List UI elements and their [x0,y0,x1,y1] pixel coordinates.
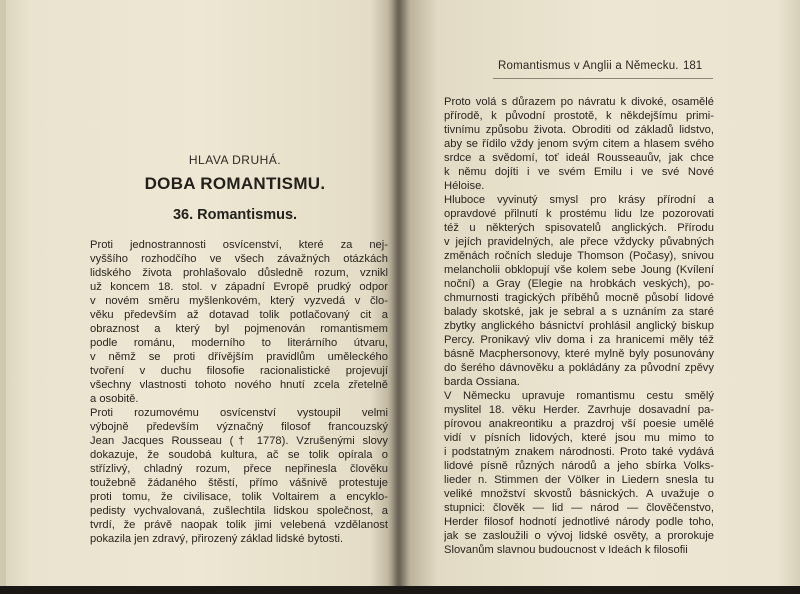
text-line: výbojně především význačný filosof francouzský [90,421,388,433]
text-line: v jejích pravidelných, ale přece vždycky půvabných [444,236,714,248]
text-line: v němž se proti dřívějším pravidlům uměleckého [90,351,388,363]
text-line: lidského života prohlašovalo důsledně rozum, vznikl [90,267,388,279]
text-line: zbytky anglického básnictví prohlásil anglický biskup [444,320,714,332]
text-line: jak se zasloužili o vývoj lidské osvěty, a prorokuje [444,530,714,542]
book-spine-shadow [388,0,410,594]
text-line: Percy. Pronikavý vliv doma i za hranicemi měly též [444,334,714,346]
text-line: vyššího rozhodčího ve všech závažných otázkách [90,253,388,265]
text-line: podle románu, moderního to literárního útvaru, [90,337,388,349]
text-line: obraznost a který byl pojmenován romantismem [90,323,388,335]
text-line: tvrdí, že právě naopak tolik jimi velebená vzdělanost [90,519,388,531]
right-page-body [444,95,714,557]
running-head: Romantismus v Anglii a Německu. [498,60,679,72]
text-line: stupnici: člověk — lid — národ — člověčenstvo, [444,502,714,514]
text-line: lidové písně různých národů a jeho sbírka Volks- [444,460,714,472]
book-bottom-edge [0,586,800,594]
text-line: dokazuje, že soudobá kultura, ač se tolik opírala o [90,449,388,461]
text-line: srdce a svědomí, toť ideál Rousseauův, jak chce [444,152,714,164]
text-line: chmurnosti tragických příběhů mocně působí lidové [444,292,714,304]
text-line: střízlivý, chladný rozum, přece nepřinesla člověku [90,463,388,475]
running-head-rule [493,78,713,79]
text-line: proti tomu, že civilisace, tolik Voltairem a encyklo- [90,491,388,503]
chapter-label: HLAVA DRUHÁ. [188,153,282,167]
text-line: Hluboce vyvinutý smysl pro krásy přírodní a [444,194,714,206]
text-line: Proti jednostrannosti osvícenství, které za nej- [90,239,388,251]
text-line: v novém směru myšlenkovém, který vyzvedá v člo- [90,295,388,307]
text-line: veliké množství skvostů básnických. A uvažuje o [444,488,714,500]
text-line: tivnímu způsobu života. Obroditi od základů lidstvo, [444,124,714,136]
left-page-edge [0,0,6,594]
text-line: barda Ossiana. [444,376,520,388]
text-line: Slovanům slavnou budoucnost v Ideách k filosofii [444,544,688,556]
text-line: Héloise. [444,180,485,192]
text-line: též u některých spisovatelů anglických. Přírodu [444,222,714,234]
text-line: Herder filosof hodnotí jednotlivé národy podle toho, [444,516,714,528]
left-page-body [90,238,388,546]
text-line: noční) a Gray (Elegie na hrobkách veských), po- [444,278,714,290]
text-line: balady skotské, jak je sebral a s uznáním za staré [444,306,714,318]
text-line: toužebně žádaného štěstí, přímo vášnivě protestuje [90,477,388,489]
text-line: všechny vlastnosti tohoto nového hnutí zcela zřetelně [90,379,388,391]
text-line: přírodě, k původní prostotě, k někdejšímu primi- [444,110,714,122]
text-line: básně Macphersonovy, které mylně byly posunovány [444,348,714,360]
text-line: věku především až dotavad tolik potlačovaný cit a [90,309,388,321]
text-line: a osobitě. [90,393,139,405]
text-line: lieder n. Stimmen der Völker in Liedern snesla tu [444,474,714,486]
text-line: do šerého dávnověku a pokládány za původní zpěvy [444,362,714,374]
text-line: už koncem 18. stol. v západní Evropě prudký odpor [90,281,388,293]
section-title: 36. Romantismus. [172,207,298,223]
text-line: opravdové přilnutí k prostému lidu lze pozorovati [444,208,714,220]
text-line: k němu dojíti i ve svém Emilu i ve své Nové [444,166,714,178]
text-line: pokazila jen zdravý, přirozený základ lidské bytosti. [90,533,344,545]
text-line: Jean Jacques Rousseau († 1778). Vzrušenými slovy [90,435,388,447]
text-line: V Německu upravuje romantismu cestu smělý [444,390,714,402]
text-line: aby se řídilo vždy jenom svým citem a hlasem svého [444,138,714,150]
text-line: tvoření v duchu filosofie racionalistické projevují [90,365,388,377]
text-line: pedisty vychvalovaná, zušlechtila lidskou společnost, a [90,505,388,517]
text-line: pírovou anakreontiku a prazdroj vší poesie umělé [444,418,714,430]
text-line: Proto volá s důrazem po návratu k divoké, osamělé [444,96,714,108]
text-line: Proti rozumovému osvícenství vystoupil velmi [90,407,388,419]
text-line: melancholii obklopují vše kolem sebe Joung (Kvílení [444,264,714,276]
text-line: vidí v písních lidových, které jsou mu mimo to [444,432,714,444]
text-line: změnách ročních sleduje Thomson (Počasy), snivou [444,250,714,262]
text-line: i podstatným znakem národnosti. Proto také vydává [444,446,714,458]
page-number: 181 [683,60,703,72]
text-line: myslitel 18. věku Herder. Zavrhuje dosavadní pa- [444,404,714,416]
chapter-title: DOBA ROMANTISMU. [144,174,326,193]
